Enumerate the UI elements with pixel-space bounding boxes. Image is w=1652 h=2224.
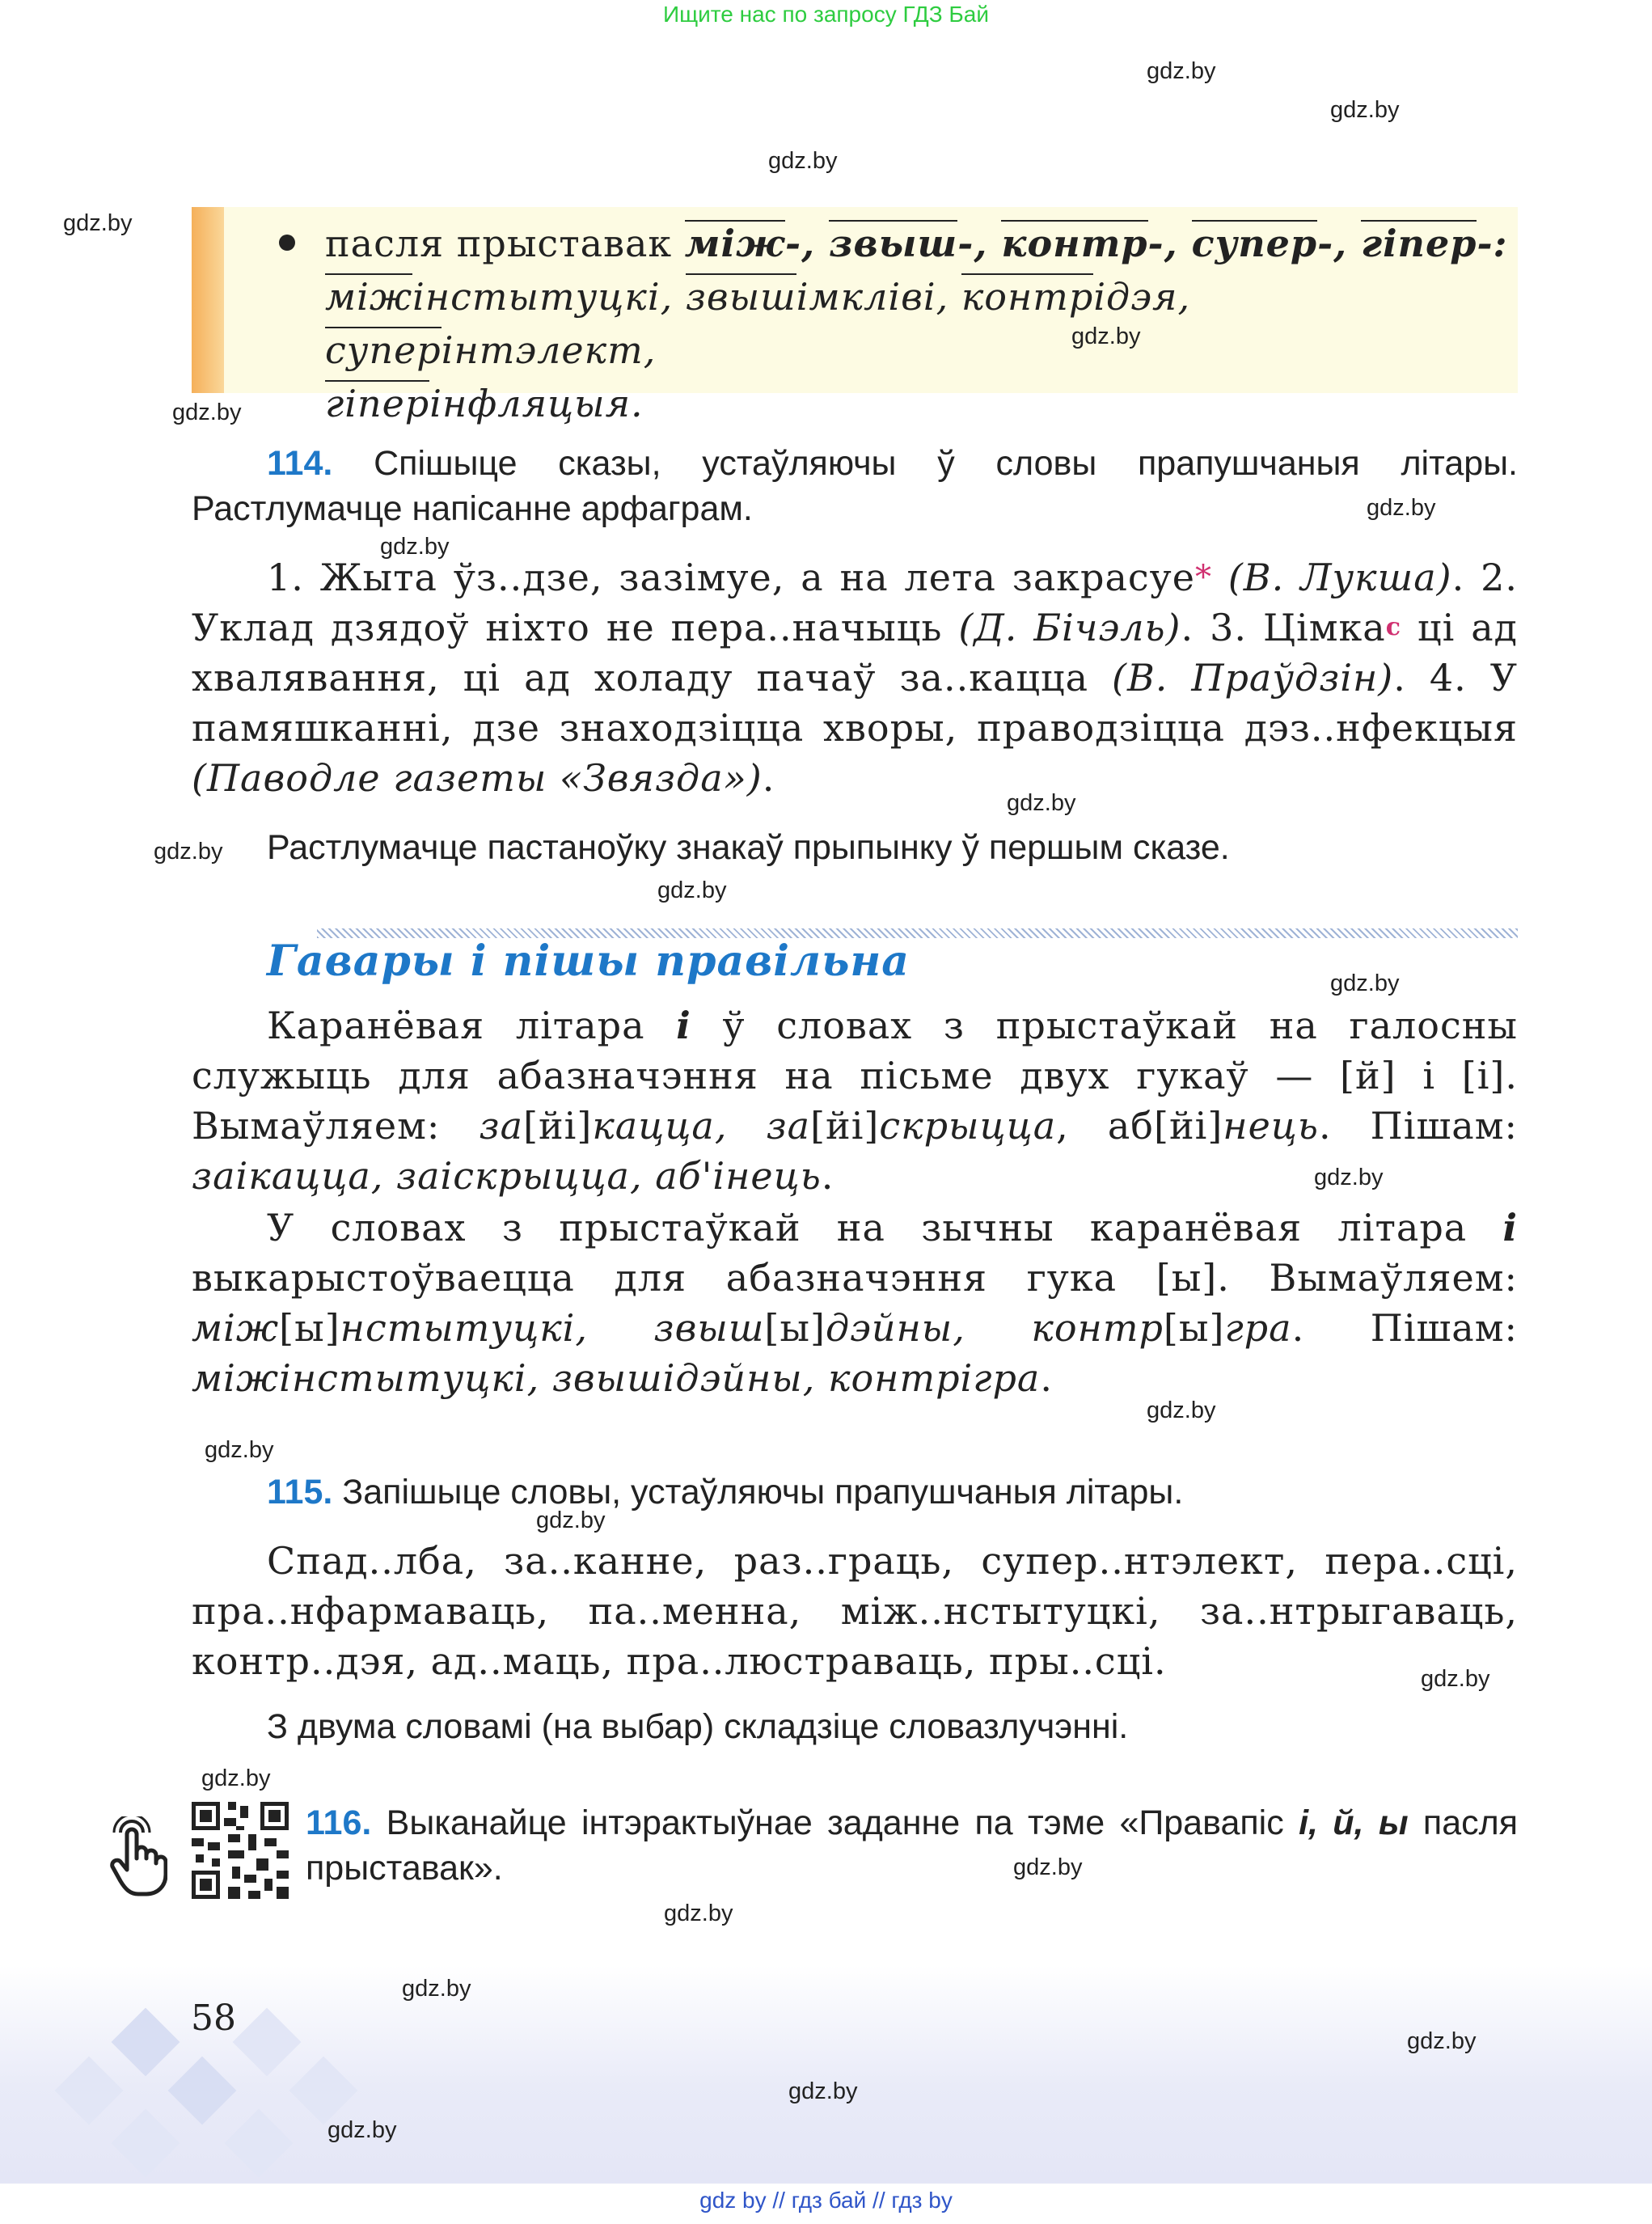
sound: [йі] [523,1104,593,1148]
watermark: gdz.by [1367,495,1436,521]
rule-accent-bar [192,207,224,393]
rule-intro: пасля прыставак [325,222,685,265]
task-115-words: Спад..лба, за..канне, раз..граць, супер..нтэлект, пера..сці, пра..нфармаваць, па..менна, між..нстытуцкі, за..нтрыгаваць, контр..дэя, ад..маць, пра..люстраваць, пры..сці. [192,1539,1518,1683]
rule-prefix: між [684,222,786,265]
task-114-followup: Растлумачце пастаноўку знакаў прыпынку ў першым сказе. [267,828,1230,867]
sound: [ы] [279,1306,340,1350]
rule-example-rest: ідэя [1093,275,1178,319]
text: Каранёвая літара [267,1004,677,1047]
example: гра [1224,1306,1292,1350]
rule-example-rest: інтэлект [441,328,644,372]
page-number: 58 [191,1998,236,2039]
watermark: gdz.by [1407,2028,1477,2054]
sentence-4: . 4. У памяшканні, дзе знаходзіцца хворы, праводзіцца дэз..нфекцыя [192,656,1518,750]
text: У словах з прыстаўкай на зычны каранёвая літара [267,1206,1503,1249]
watermark: gdz.by [1147,1397,1216,1423]
text: . Пішам: [1291,1306,1518,1350]
top-banner: Ищите нас по запросу ГДЗ Бай [662,2,990,27]
rule-example-rest: імкліві [796,275,936,319]
text: выкарыстоўваецца для абазначэння гука [ы]. Вымаўляем: [192,1256,1518,1300]
sentence-1: 1. Жыта ўз..дзе, зазімуе, а на лета закрасуе [267,556,1195,599]
watermark: gdz.by [768,148,838,174]
example: між [192,1306,280,1350]
watermark: gdz.by [536,1507,606,1533]
rule-prefix: контр [1001,222,1148,265]
superscript-mark: с [1385,613,1402,641]
text: ў словах з прыстаўкай на галосны служыць для абазначэння на пісьме двух гукаў — [й] і [і]. Вымаўляем: [192,1004,1518,1148]
punctuation: . [1040,1356,1053,1400]
task-115-instruction [267,1469,1518,1515]
watermark: gdz.by [205,1437,274,1463]
qr-code-icon[interactable] [192,1802,289,1899]
star-icon: * [1194,559,1212,596]
instruction-text: Запішыце словы, устаўляючы прапушчаныя літары. [342,1473,1184,1512]
watermark: gdz.by [664,1901,733,1926]
rule-example-rest: інстытуцкі [412,275,661,319]
example: нець [1223,1104,1319,1148]
rule-example-prefix: звыш [685,275,796,319]
letters: і, й, ы [1299,1803,1409,1842]
watermark: gdz.by [1007,790,1076,816]
pointing-hand-icon [103,1816,167,1897]
sound: [йі] [1154,1104,1223,1148]
letter: і [1502,1206,1518,1249]
sentence-3-rest: ці ад хвалявання, ці ад холаду пачаў за..кацца [192,606,1518,700]
section-title: Гавары і пішы правільна [267,937,911,986]
punctuation: . [821,1154,834,1198]
watermark: gdz.by [327,2117,397,2143]
task-115-followup: З двума словамі (на выбар) складзіце словазлучэнні. [267,1707,1129,1746]
watermark: gdz.by [63,210,133,236]
sound: [йі] [810,1104,880,1148]
text: . Пішам: [1318,1104,1518,1148]
text: , аб [1056,1104,1154,1148]
author: (Паводле газеты «Звязда») [192,756,763,800]
sound: [ы] [1163,1306,1225,1350]
rule-example-prefix: супер [325,328,442,372]
watermark: gdz.by [1314,1165,1384,1190]
written-form: заікацца, заіскрыцца, аб'інець [192,1154,822,1198]
task-114-instruction [192,441,1518,531]
watermark: gdz.by [1330,970,1400,996]
sentence-2: 2. Уклад дзядоў ніхто не пера..начыць [192,556,1518,649]
example: кацца, за [592,1104,811,1148]
example: дэйны, контр [825,1306,1164,1350]
sentence-3: . 3. Цімка [1181,606,1386,649]
letter: і [676,1004,691,1047]
example: скрыцца [879,1104,1057,1148]
bottom-banner: gdz by // гдз бай // гдз by [699,2188,953,2213]
watermark: gdz.by [402,1976,471,2002]
watermark: gdz.by [201,1765,271,1791]
written-form: міжінстытуцкі, звышідэйны, контрігра [192,1356,1041,1400]
rule-text: пасля прыставак між-, звыш-, контр-, супер-, гіпер-: міжінстытуцкі, звышімкліві, контрідэя, суперінтэлект, гіперінфляцыя. [325,222,1508,425]
instruction-text: Выканайце інтэрактыўнае заданне па тэме «Правапіс [386,1803,1299,1842]
watermark: gdz.by [1421,1666,1490,1692]
rule-prefix: звыш [829,222,958,265]
example: за [479,1104,524,1148]
rule-example-prefix: контр [961,275,1094,319]
rule-example-prefix: гіпер [325,382,430,425]
rule-prefix: гіпер [1361,222,1477,265]
watermark: gdz.by [1147,58,1216,84]
watermark: gdz.by [154,839,223,865]
author: (В. Праўдзін) [1112,656,1394,700]
rule-example-prefix: між [325,275,413,319]
instruction-text: Спішыце сказы, устаўляючы ў словы прапушчаныя літары. Растлумачце напісанне арфаграм. [192,444,1518,528]
task-114-sentences: 1. Жыта ўз..дзе, зазімуе, а на лета закрасуе* (В. Лукша). 2. Уклад дзядоў ніхто не пера..начыць (Д. Бічэль). 3. Цімка$^с$ ці ад хвалявання, ці ад холаду пачаў за..кацца (В. Праўдзін). 4. У памяшканні, дзе знаходзіцца хворы, праводзіцца дэз..нфекцыя (Паводле газеты «Звязда»). [192,556,1518,800]
author: (В. Лукша) [1227,556,1452,599]
rule-example-rest: інфляцыя [429,382,632,425]
punctuation: . [762,756,775,800]
watermark: gdz.by [1013,1854,1083,1880]
watermark: gdz.by [1071,323,1141,349]
watermark: gdz.by [657,877,727,903]
bullet-icon [279,235,295,251]
rule-prefix: супер [1191,222,1318,265]
task-116-text [306,1800,1518,1891]
task-number: 115. [267,1473,333,1512]
author: (Д. Бічэль) [958,606,1181,649]
watermark: gdz.by [788,2078,858,2104]
task-number: 114. [267,444,333,483]
instruction-text: пасля прыставак». [306,1803,1518,1888]
watermark: gdz.by [380,534,450,560]
example: нстытуцкі, звыш [340,1306,765,1350]
watermark: gdz.by [172,400,242,425]
sound: [ы] [764,1306,826,1350]
task-number: 116. [306,1803,372,1842]
watermark: gdz.by [1330,97,1400,123]
section-paragraph-2 [192,1203,1518,1403]
